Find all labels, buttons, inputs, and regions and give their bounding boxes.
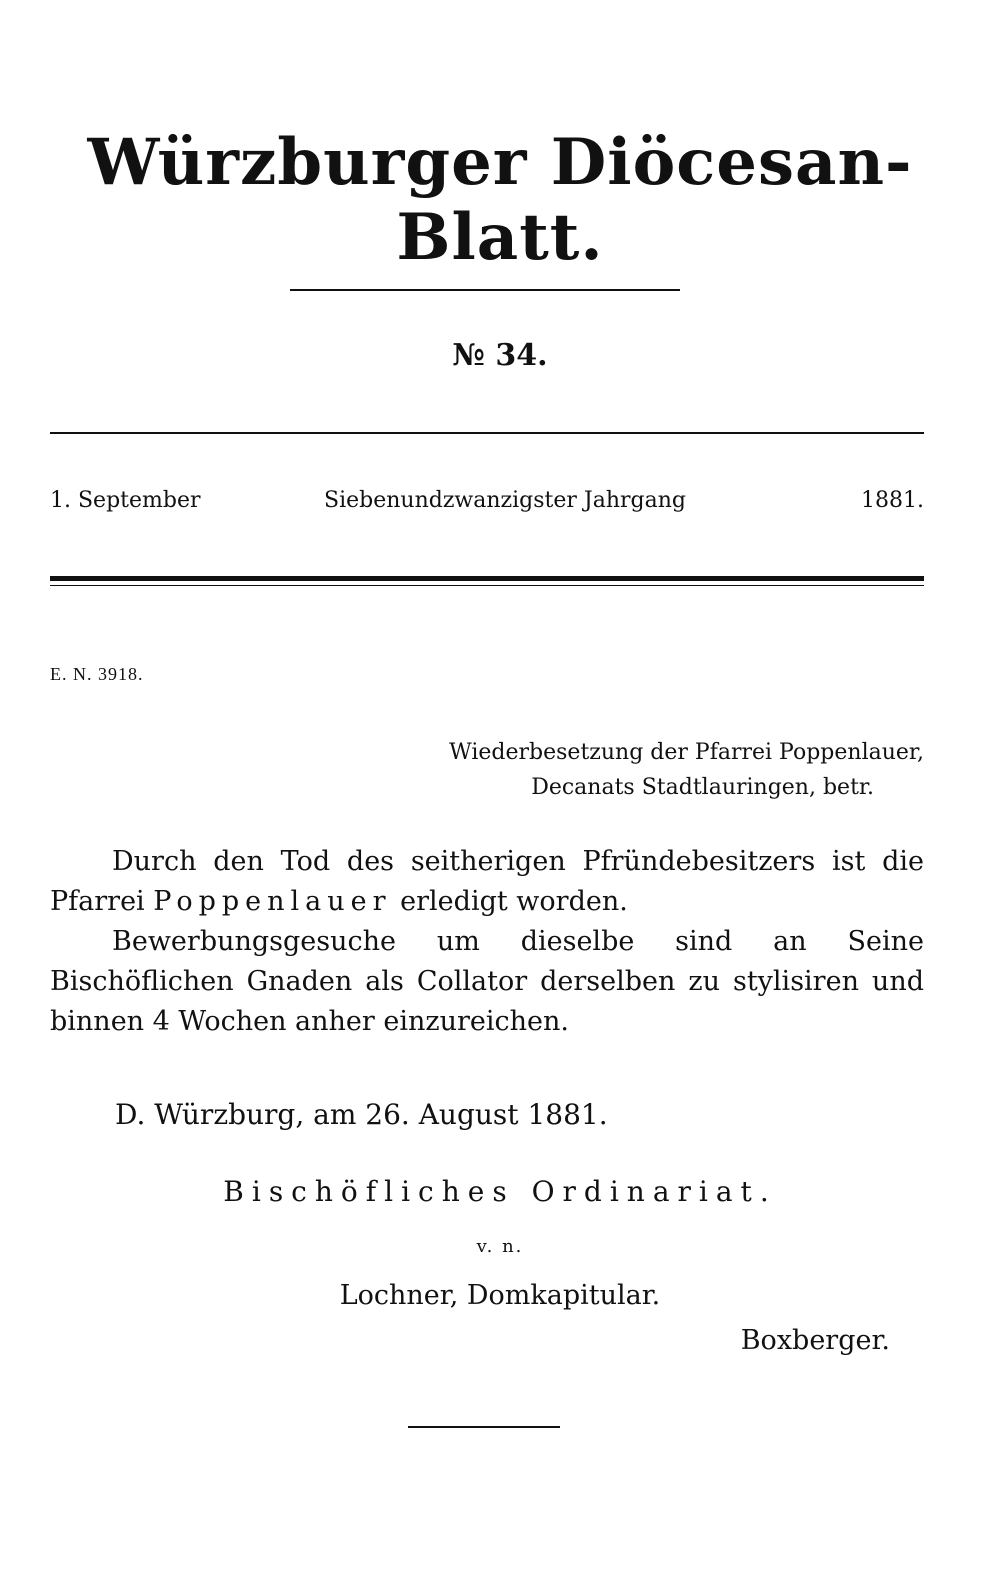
reference-number: E. N. 3918.	[50, 664, 144, 684]
paragraph-1-text-a: Durch den Tod des seitherigen Pfründebesitzers ist die Pfarrei	[50, 846, 924, 917]
issue-number: № 34.	[452, 338, 548, 373]
rule-under-title	[290, 289, 680, 291]
signatory-1: Lochner, Domkapitular.	[339, 1280, 661, 1311]
issue-date: 1. September	[50, 488, 201, 513]
rule-above-dateline	[50, 432, 924, 434]
subject-line-2: Decanats Stadtlauringen, betr.	[531, 775, 874, 800]
notice-body	[50, 842, 924, 1042]
masthead-title: Würzburger Diöcesan-Blatt.	[87, 125, 913, 275]
paragraph-2: Bewerbungsgesuche um dieselbe sind an Seine Bischöflichen Gnaden als Collator derselben zu stylisiren und binnen 4 Wochen anher einzureichen.	[50, 926, 924, 1037]
place-and-date: D. Würzburg, am 26. August 1881.	[115, 1098, 608, 1131]
rule-thick-below-dateline	[50, 576, 924, 581]
closing-rule	[408, 1426, 560, 1428]
parish-name-emphasis: Poppenlauer	[153, 886, 392, 917]
subject-line-1: Wiederbesetzung der Pfarrei Poppenlauer,	[449, 740, 924, 765]
volume-label: Siebenundzwanzigster Jahrgang	[324, 488, 686, 513]
rule-thin-below-dateline	[50, 585, 924, 586]
notice-subject	[449, 735, 924, 805]
issuing-office: Bischöfliches Ordinariat.	[223, 1175, 777, 1208]
vn-abbreviation: v. n.	[476, 1236, 524, 1257]
issue-year: 1881.	[861, 488, 924, 513]
paragraph-1-text-b: erledigt worden.	[400, 886, 628, 917]
signatory-2: Boxberger.	[740, 1325, 890, 1356]
paragraph-1	[50, 842, 924, 922]
